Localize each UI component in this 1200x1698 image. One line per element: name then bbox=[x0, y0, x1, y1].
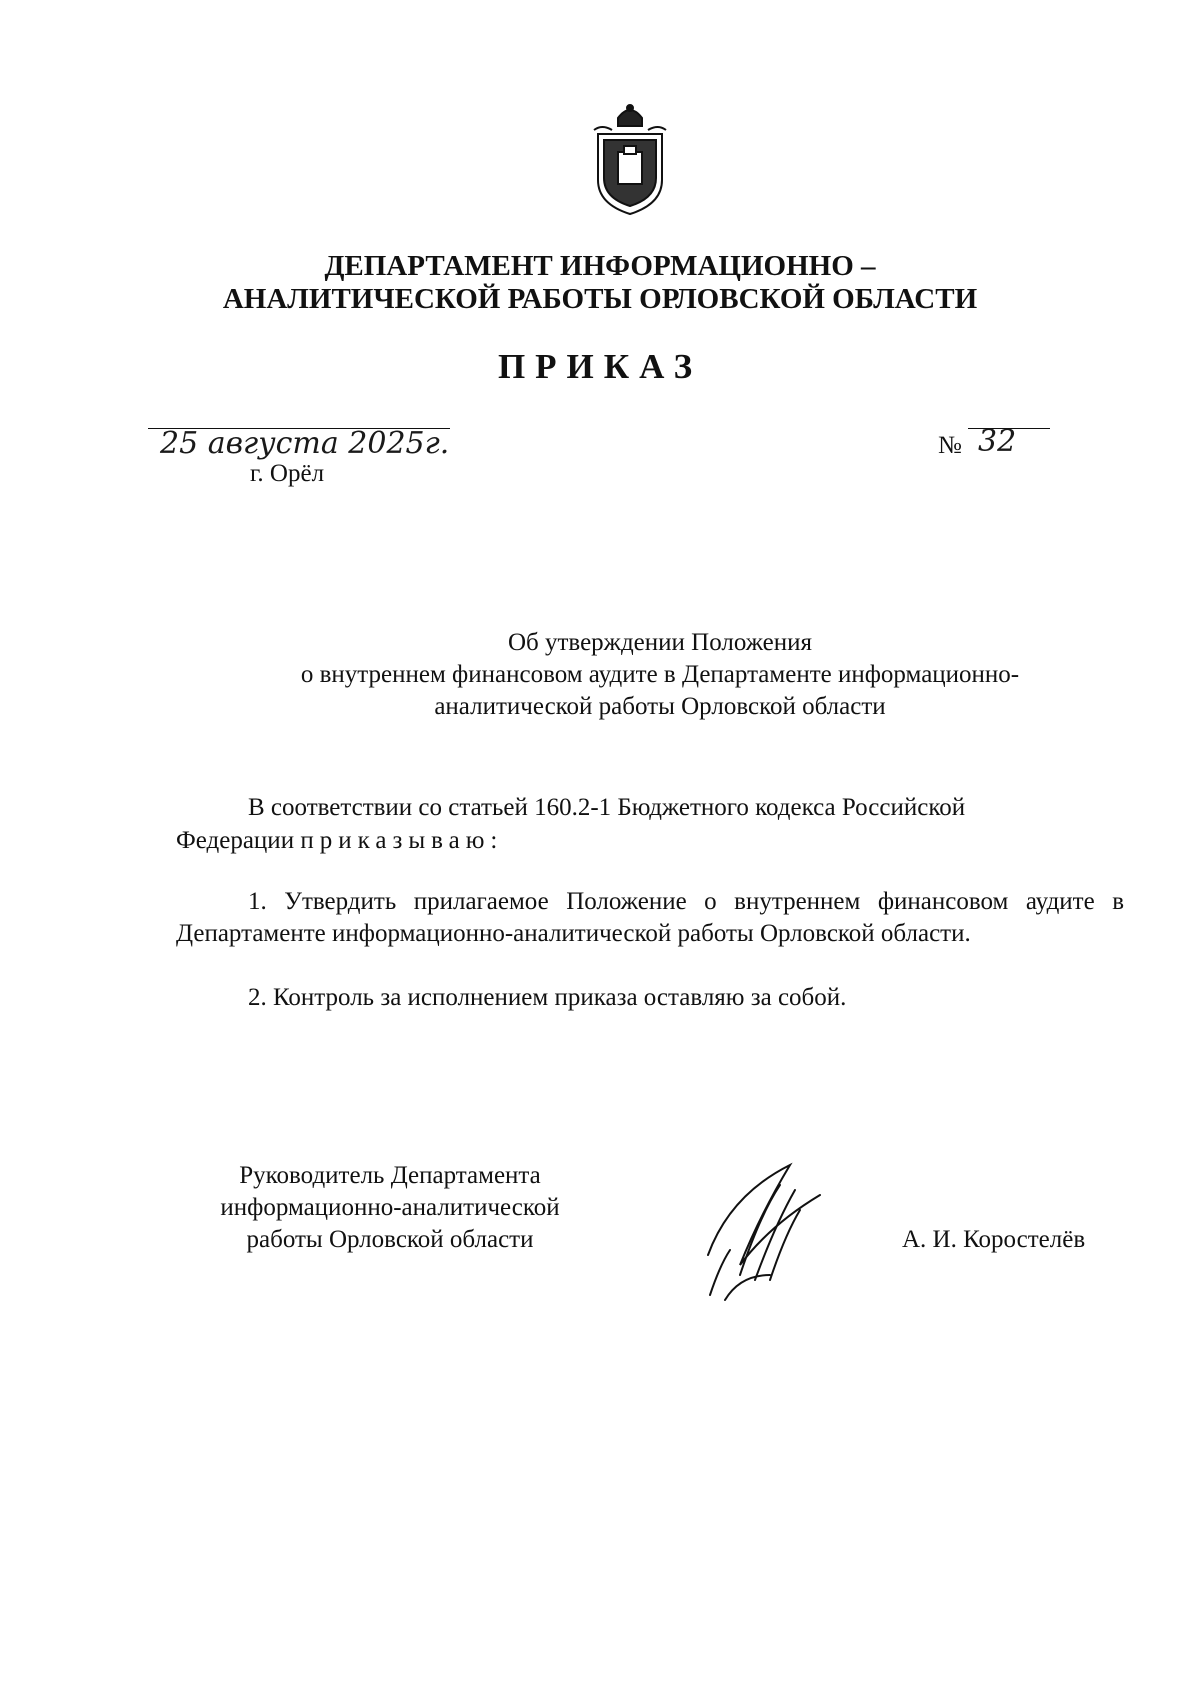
subject-line2: о внутреннем финансовом аудите в Департаменте информационно- bbox=[300, 661, 1020, 688]
order-item-1: 1. Утвердить прилагаемое Положение о внутреннем финансовом аудите в Департаменте информационно-аналитической работы Орловской области. bbox=[176, 888, 1124, 947]
city: г. Орёл bbox=[250, 460, 325, 487]
preamble-federation: Федерации bbox=[176, 827, 295, 854]
coat-of-arms-icon bbox=[588, 100, 672, 218]
signatory-name: А. И. Коростелёв bbox=[902, 1226, 1086, 1253]
handwritten-signature bbox=[700, 1155, 830, 1305]
order-item-2: 2. Контроль за исполнением приказа оставляю за собой. bbox=[248, 984, 847, 1011]
signatory-title-line3: работы Орловской области bbox=[246, 1226, 534, 1253]
preamble-line1: В соответствии со статьей 160.2-1 Бюджетного кодекса Российской bbox=[248, 794, 966, 821]
document-type: ПРИКАЗ bbox=[497, 347, 703, 386]
signatory-title-line1: Руководитель Департамента bbox=[239, 1162, 541, 1189]
preamble-order-word: приказываю: bbox=[300, 827, 504, 854]
subject-line1: Об утверждении Положения bbox=[507, 629, 813, 656]
preamble-line2 bbox=[176, 825, 503, 857]
date-handwritten: 25 августа 2025г. bbox=[160, 426, 450, 461]
signatory-title-line2: информационно-аналитической bbox=[220, 1194, 560, 1221]
number-handwritten: 32 bbox=[978, 424, 1017, 459]
number-label: № bbox=[938, 432, 962, 459]
department-title-line1: ДЕПАРТАМЕНТ ИНФОРМАЦИОННО – bbox=[324, 250, 876, 282]
department-title-line2: АНАЛИТИЧЕСКОЙ РАБОТЫ ОРЛОВСКОЙ ОБЛАСТИ bbox=[222, 283, 978, 315]
subject-line3: аналитической работы Орловской области bbox=[434, 693, 886, 720]
